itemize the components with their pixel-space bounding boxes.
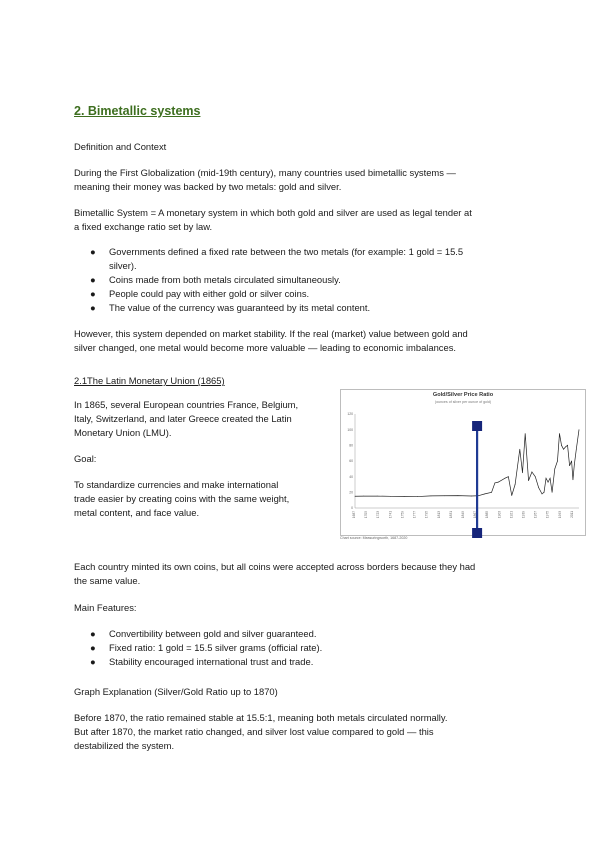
data-point [544, 492, 545, 493]
subsection-heading: 2.1The Latin Monetary Union (1865) [74, 375, 225, 386]
data-point [573, 479, 574, 480]
chart-title: Gold/Silver Price Ratio [432, 392, 494, 398]
x-tick-label: 1687 [352, 511, 356, 519]
x-tick-label: 1777 [412, 511, 417, 519]
y-tick-label: 20 [349, 490, 353, 495]
bullet-icon: ● [90, 656, 96, 667]
data-point [355, 496, 356, 497]
features-label: Main Features: [74, 602, 137, 613]
data-point [557, 461, 558, 462]
y-tick-label: 100 [347, 427, 353, 432]
data-point [565, 447, 566, 448]
data-point [508, 476, 509, 477]
graph-heading: Graph Explanation (Silver/Gold Ratio up to 1870) [74, 686, 278, 697]
chart-subtitle: (ounces of silver per ounce of gold) [434, 400, 492, 404]
data-point [569, 465, 570, 466]
however-line-1: However, this system depended on market stability. If the real (market) value between gold and [74, 328, 468, 339]
data-point [458, 495, 459, 496]
x-tick-label: 1795 [424, 511, 429, 519]
chart-source: Chart source: Measuringworth, 1687-2020 [340, 536, 408, 540]
x-tick-label: 1921 [509, 511, 514, 519]
lmu-line-2: Italy, Switzerland, and later Greece created the Latin [74, 413, 292, 424]
lmu-line-1: In 1865, several European countries France, Belgium, [74, 399, 299, 410]
data-point [576, 449, 577, 450]
bullet-icon: ● [90, 628, 96, 639]
data-point [519, 449, 520, 450]
x-tick-label: 1939 [521, 511, 526, 519]
data-point [505, 478, 506, 479]
data-point [579, 429, 580, 430]
goal-label: Goal: [74, 453, 97, 464]
x-tick-label: 1723 [376, 511, 381, 519]
x-tick-label: 1903 [497, 511, 502, 519]
data-point [511, 495, 512, 496]
data-point [471, 496, 472, 497]
minted-line-2: the same value. [74, 575, 141, 586]
x-tick-label: 1849 [460, 511, 465, 519]
document-page: 2. Bimetallic systems Definition and Context During the First Globalization (mid-19th century), many countries used bimetallic systems — meaning their money was backed by two metals: gold and silver. Bimetallic System = A monetary system in which both gold and silver are used as legal tender at a fixed exchange ratio set by law. ● Governments defined a fixed rate between the two metals (for example: 1 gold = 15.5 silver). ● Coins made from both metals circulated simultaneously. ● People could pay with either gold or silver coins. ● The value of the currency was guaranteed by its metal content. However, this system depended on market stability. If the real (market) value between gold and silver changed, one metal would become more valuable — leading to economic imbalances. 2.1The Latin Monetary Union (1865) In 1865, several European countries France, Belgium, Italy, Switzerland, and later Greece created the Latin Monetary Union (LMU). Goal: To standardize currencies and make international trade easier by creating coins with the same weight, metal content, and face value. Gold/Silver Price Ratio (ounces of silver per ounce of gold) 0 20 40 60 80 100 120 1687 1705 1723 1741 1759 1777 1795 1813 1831 1849 1867 1885 1903 1921 1939 1957 1975 1993 2011 Chart source: Measuringworth, 1687-2020 Each country minted its own coins, but all coins were accepted across borders because they had the same value. Main Features: ● Convertibility between gold and silver guaranteed. ● Fixed ratio: 1 gold = 15.5 silver grams (official rate). ● Stability encouraged international trust and trade. Graph Explanation (Silver/Gold Ratio up to 1870) Before 1870, the ratio remained stable at 15.5:1, meaning both metals circulated normally. But after 1870, the market ratio changed, and silver lost value compared to gold — this destabilized the system. [0, 0, 600, 848]
data-point [574, 465, 575, 466]
data-point [495, 483, 496, 484]
x-tick-label: 1705 [364, 511, 369, 519]
data-point [571, 461, 572, 462]
data-point [525, 433, 526, 434]
x-tick-label: 1993 [557, 511, 562, 519]
y-tick-label: 120 [347, 412, 353, 417]
data-point [552, 492, 553, 493]
data-point [546, 478, 547, 479]
definition-heading: Definition and Context [74, 141, 167, 152]
data-point [491, 492, 492, 493]
y-tick-label: 40 [349, 474, 353, 479]
list-item-continuation: silver). [109, 260, 137, 271]
chart-plot [341, 390, 585, 535]
data-point [444, 495, 445, 496]
minted-line-1: Each country minted its own coins, but all coins were accepted across borders because they had [74, 561, 476, 572]
intro-line-1: During the First Globalization (mid-19th century), many countries used bimetallic systems — [74, 167, 456, 178]
data-point [478, 495, 479, 496]
data-point [377, 496, 378, 497]
data-point [535, 476, 536, 477]
before-line-1: Before 1870, the ratio remained stable at 15.5:1, meaning both metals circulated normally. [74, 712, 448, 723]
data-point [515, 484, 516, 485]
y-tick-label: 0 [351, 506, 353, 511]
data-point [522, 472, 523, 473]
data-point [498, 482, 499, 483]
bullet-icon: ● [90, 642, 96, 653]
data-point [528, 480, 529, 481]
definition-line-1: Bimetallic System = A monetary system in which both gold and silver are used as legal tender at [74, 207, 472, 218]
data-point [417, 496, 418, 497]
data-point [404, 496, 405, 497]
x-tick-label: 1813 [436, 511, 441, 519]
before-line-3: destabilized the system. [74, 740, 175, 751]
data-point [484, 494, 485, 495]
data-point [550, 478, 551, 479]
bullet-icon: ● [90, 288, 96, 299]
section-heading: 2. Bimetallic systems [74, 104, 201, 118]
data-point [390, 496, 391, 497]
data-point [548, 482, 549, 483]
x-tick-label: 1957 [533, 511, 538, 519]
y-tick-label: 80 [349, 443, 353, 448]
ratio-chart [340, 389, 586, 536]
x-tick-label: 2011 [569, 511, 574, 518]
data-point [532, 472, 533, 473]
goal-line-3: metal content, and face value. [74, 507, 200, 518]
bullet-icon: ● [90, 302, 96, 313]
goal-line-2: trade easier by creating coins with the same weight, [74, 493, 290, 504]
definition-line-2: a fixed exchange ratio set by law. [74, 221, 213, 232]
x-tick-label: 1741 [388, 511, 393, 519]
y-tick-label: 60 [349, 459, 353, 464]
intro-line-2: meaning their money was backed by two metals: gold and silver. [74, 181, 342, 192]
data-point [561, 445, 562, 446]
however-line-2: silver changed, one metal would become more valuable — leading to economic imbalances. [74, 342, 456, 353]
x-tick-label: 1759 [400, 511, 405, 519]
before-line-2: But after 1870, the market ratio changed, and silver lost value compared to gold — this [74, 726, 434, 737]
x-tick-label: 1867 [473, 511, 478, 519]
bullet-icon: ● [90, 246, 96, 257]
x-tick-label: 1975 [545, 511, 550, 519]
x-tick-label: 1831 [448, 511, 453, 519]
data-point [563, 449, 564, 450]
data-point [431, 496, 432, 497]
data-point [538, 487, 539, 488]
lmu-line-3: Monetary Union (LMU). [74, 427, 172, 438]
bullet-icon: ● [90, 274, 96, 285]
data-point [363, 496, 364, 497]
goal-line-1: To standardize currencies and make international [74, 479, 279, 490]
x-tick-label: 1885 [485, 511, 490, 519]
series-line [355, 430, 579, 497]
data-point [554, 468, 555, 469]
data-point [542, 494, 543, 495]
data-point [559, 433, 560, 434]
data-point [567, 445, 568, 446]
